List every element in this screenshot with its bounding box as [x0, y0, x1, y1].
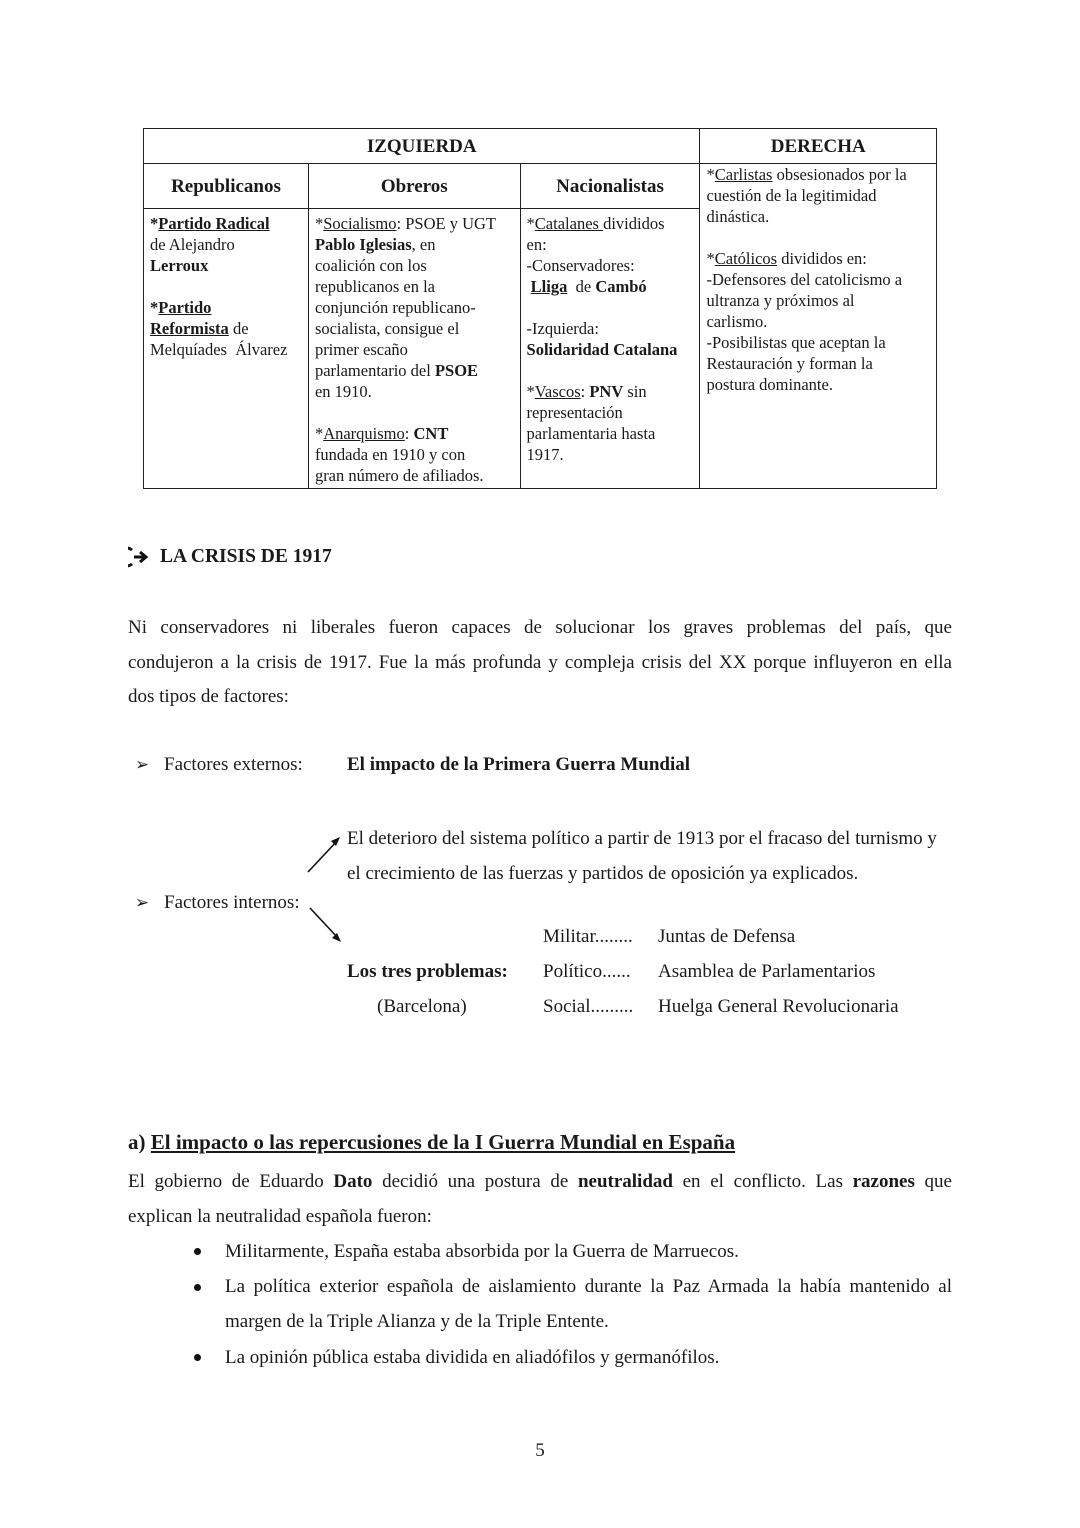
reason-item: La opinión pública estaba dividida en aliadófilos y germanófilos.	[225, 1347, 720, 1368]
internal-factors-label: ➢ Factores internos:	[135, 892, 300, 913]
problem-name: Asamblea de Parlamentarios	[658, 961, 876, 982]
section-a-title: a) El impacto o las repercusiones de la I Guerra Mundial en España	[128, 1130, 736, 1154]
reason-item: La política exterior española de aislamiento durante la Paz Armada la había mantenido al margen de la Triple Alianza y de la Triple Entente.	[225, 1276, 952, 1332]
crisis-intro: Ni conservadores ni liberales fueron capaces de solucionar los graves problemas del país, que condujeron a la crisis de 1917. Fue la más profunda y compleja crisis del XX porque influyeron en ella dos tipos de factores:	[128, 617, 952, 707]
reason-item: Militarmente, España estaba absorbida por la Guerra de Marruecos.	[225, 1241, 739, 1262]
header-izquierda: IZQUIERDA	[144, 129, 700, 164]
problem-type: Político......	[543, 961, 631, 982]
bullet-dot-icon	[194, 1248, 201, 1255]
col-obreros: Obreros	[308, 164, 520, 209]
problem-name: Huelga General Revolucionaria	[658, 996, 899, 1017]
cell-nacionalistas: *Catalanes divididos en: -Conservadores: Lliga de Cambó -Izquierda: Solidaridad Catalana *Vascos: PNV sin representación parlamentaria hasta 1917.	[520, 209, 700, 489]
problem-type: Militar........	[543, 926, 633, 947]
col-nacionalistas: Nacionalistas	[520, 164, 700, 209]
circled-arrow-icon	[128, 546, 150, 568]
section-a-paragraph: El gobierno de Eduardo Dato decidió una postura de neutralidad en el conflicto. Las razones que explican la neutralidad española fueron:	[128, 1171, 952, 1227]
arrowhead-bullet-icon: ➢	[135, 755, 150, 774]
bullet-dot-icon	[194, 1354, 201, 1361]
problems-city: (Barcelona)	[377, 996, 467, 1017]
problem-type: Social.........	[543, 996, 634, 1017]
crisis-heading	[128, 546, 332, 568]
cell-republicanos: *Partido Radical de Alejandro Lerroux *Partido Reformista de Melquíades Álvarez	[144, 209, 309, 489]
branch-arrows-icon	[300, 834, 350, 946]
internal-factors-description: El deterioro del sistema político a partir de 1913 por el fracaso del turnismo y el crecimiento de las fuerzas y partidos de oposición ya explicados.	[347, 828, 937, 884]
crisis-heading-text: LA CRISIS DE 1917	[160, 546, 332, 567]
page-number: 5	[535, 1440, 545, 1461]
external-factors-label: ➢ Factores externos:	[135, 754, 303, 775]
problem-name: Juntas de Defensa	[658, 926, 796, 947]
external-factors-value: El impacto de la Primera Guerra Mundial	[347, 754, 691, 775]
cell-obreros: *Socialismo: PSOE y UGT Pablo Iglesias, en coalición con los republicanos en la conjunción republicano- socialista, consigue el primer escaño parlamentario del PSOE en 1910. *Anarquismo: CNT fundada en 1910 y con gran número de afiliados.	[308, 209, 520, 489]
cell-derecha: *Carlistas obsesionados por la cuestión de la legitimidad dinástica. *Católicos divididos en: -Defensores del catolicismo a ultranza y próximos al carlismo. -Posibilistas que aceptan la Restauración y forman la postura dominante.	[700, 164, 937, 489]
col-republicanos: Republicanos	[144, 164, 309, 209]
arrowhead-bullet-icon: ➢	[135, 893, 150, 912]
parties-table	[143, 128, 937, 489]
problems-label: Los tres problemas:	[347, 961, 508, 982]
bullet-dot-icon	[194, 1284, 201, 1291]
header-derecha: DERECHA	[700, 129, 937, 164]
